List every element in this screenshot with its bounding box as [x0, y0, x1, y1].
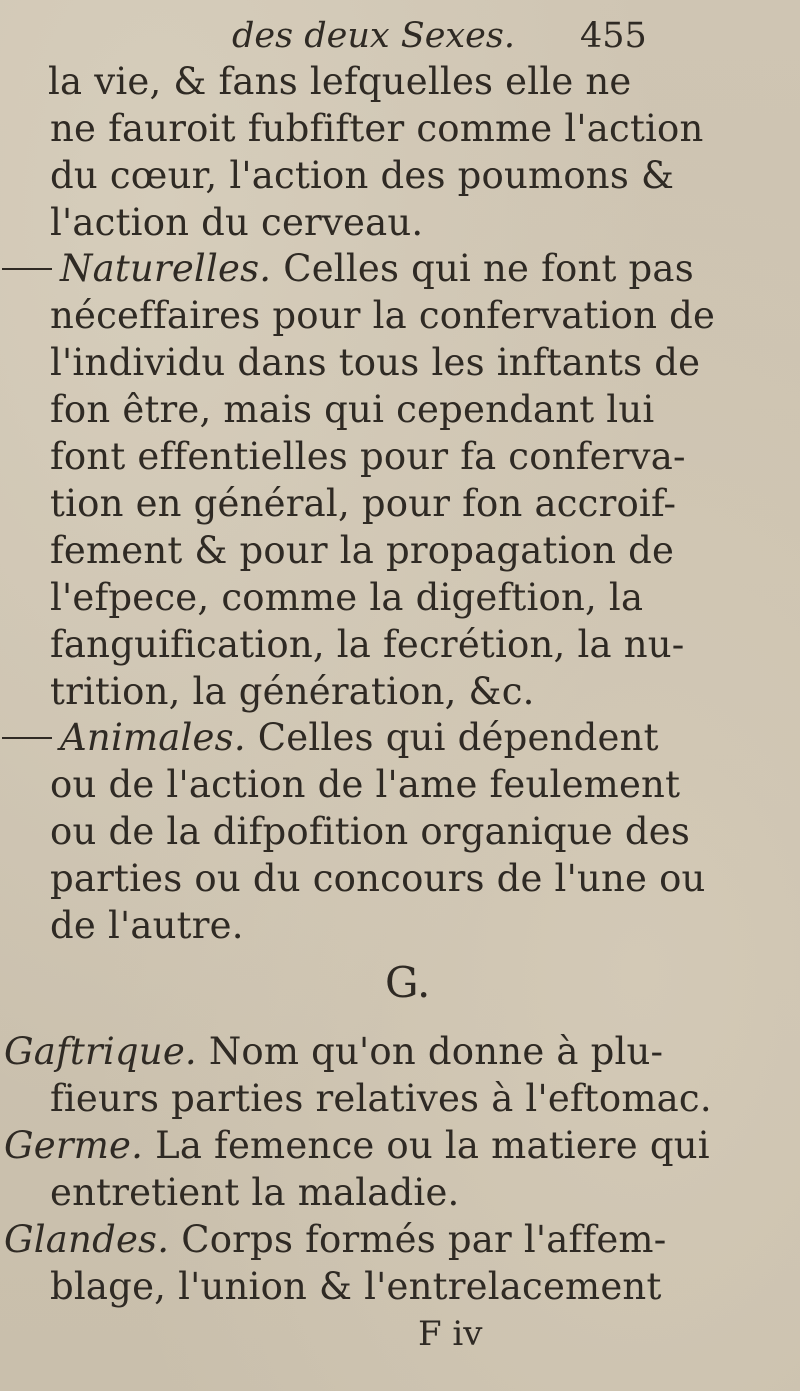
- em-dash: [2, 268, 52, 270]
- text-line: l'efpece, comme la digeftion, la: [50, 576, 644, 619]
- text-line: trition, la génération, &c.: [50, 670, 535, 713]
- page-header: [232, 8, 752, 64]
- text-line: fon être, mais qui cependant lui: [50, 388, 655, 431]
- section-letter: G.: [385, 958, 431, 1007]
- text-line: ou de la difpofition organique des: [50, 810, 691, 853]
- entry-text: Nom qu'on donne à plu-: [208, 1030, 664, 1073]
- text-line: ne fauroit fubfifter comme l'action: [50, 107, 704, 150]
- text-line: l'individu dans tous les inftants de: [50, 341, 701, 384]
- page-number: 455: [580, 16, 647, 56]
- text-line: fanguification, la fecrétion, la nu-: [50, 623, 685, 666]
- entry-text: Celles qui ne font pas: [283, 247, 694, 290]
- text-line: l'action du cerveau.: [50, 201, 424, 244]
- text-line: fement & pour la propagation de: [50, 529, 675, 572]
- text-line: parties ou du concours de l'une ou: [50, 857, 706, 900]
- em-dash: [2, 737, 52, 739]
- text-line: tion en général, pour fon accroif-: [50, 482, 677, 525]
- text-line: fieurs parties relatives à l'eftomac.: [50, 1077, 712, 1120]
- text-line: du cœur, l'action des poumons &: [50, 154, 675, 197]
- entry-first-line: [4, 1218, 666, 1262]
- text-line: néceffaires pour la confervation de: [50, 294, 716, 337]
- entry-first-line: [2, 716, 659, 760]
- entry-text: La femence ou la matiere qui: [155, 1124, 710, 1167]
- entry-term: Gaftrique.: [4, 1030, 197, 1073]
- entry-term: Germe.: [4, 1124, 144, 1167]
- entry-text: Corps formés par l'affem-: [181, 1218, 667, 1261]
- entry-term: Glandes.: [4, 1218, 170, 1261]
- text-line: blage, l'union & l'entrelacement: [50, 1265, 662, 1308]
- text-line: font effentielles pour fa conferva-: [50, 435, 686, 478]
- entry-first-line: [2, 247, 694, 291]
- entry-first-line: [4, 1124, 710, 1168]
- text-line: ou de l'action de l'ame feulement: [50, 763, 681, 806]
- signature-mark: F iv: [418, 1314, 483, 1354]
- running-head: des deux Sexes.: [232, 16, 515, 56]
- entry-term: Naturelles.: [60, 247, 272, 290]
- entry-term: Animales.: [60, 716, 246, 759]
- text-line: la vie, & fans lefquelles elle ne: [48, 60, 632, 103]
- text-line: entretient la maladie.: [50, 1171, 460, 1214]
- text-line: de l'autre.: [50, 904, 244, 947]
- entry-text: Celles qui dépendent: [257, 716, 659, 759]
- entry-first-line: [4, 1030, 663, 1074]
